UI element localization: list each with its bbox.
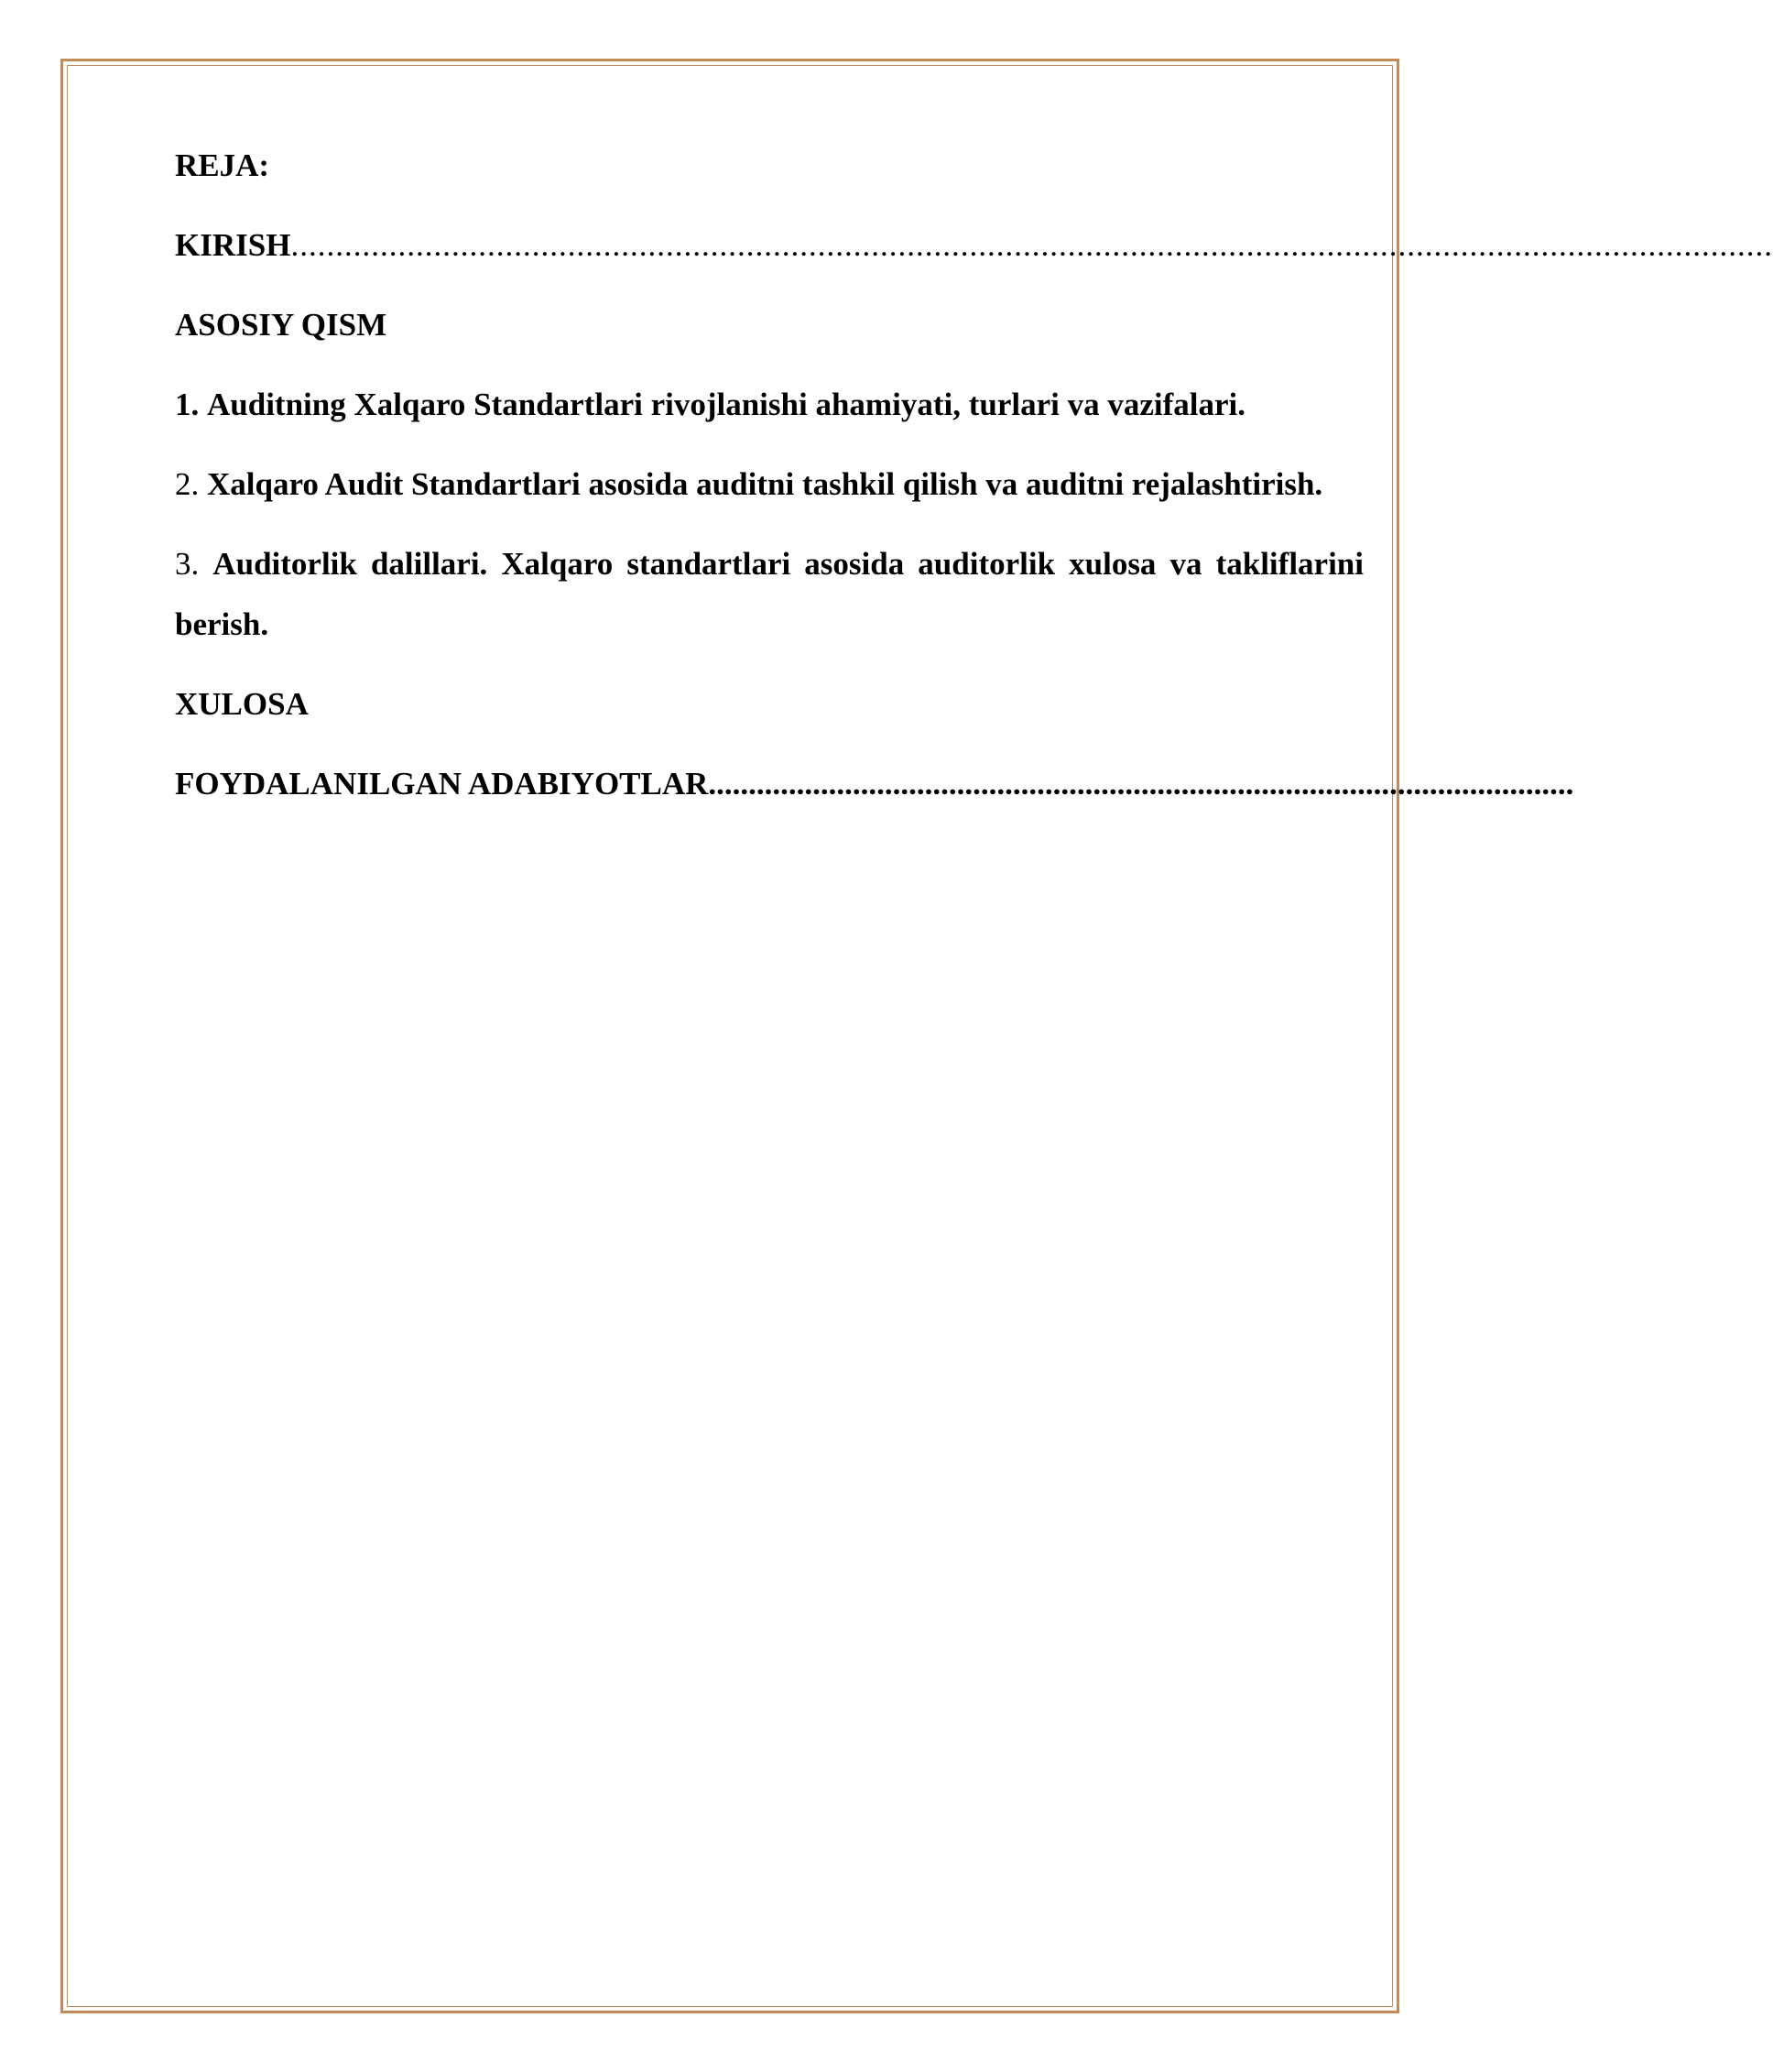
plan-item-1-text: Auditning Xalqaro Standartlari rivojlanishi ahamiyati, turlari va vazifalari. <box>207 387 1245 422</box>
intro-dot-leader: ...................................................................................................................................................................... <box>290 227 1773 263</box>
plan-item-3 <box>175 534 1364 655</box>
plan-title: REJA: <box>175 147 270 183</box>
plan-item-2-text: Xalqaro Audit Standartlari asosida auditni tashkil qilish va auditni rejalashtirish. <box>207 466 1323 502</box>
toc-entry-references <box>175 754 1574 814</box>
references-dot-leader: ............................................................................................................ <box>708 766 1574 802</box>
plan-item-2-number: 2. <box>175 466 200 502</box>
toc-entry-intro <box>175 215 1773 276</box>
plan-item-2 <box>175 454 1364 515</box>
plan-item-1-number: 1. <box>175 387 200 422</box>
plan-item-3-text: Auditorlik dalillari. Xalqaro standartlari asosida auditorlik xulosa va takliflarini berish. <box>175 546 1364 642</box>
plan-item-3-number: 3. <box>175 546 200 582</box>
intro-label: KIRISH <box>175 227 291 263</box>
main-part-heading: ASOSIY QISM <box>175 307 387 343</box>
document-content <box>175 136 1773 834</box>
plan-item-1 <box>175 375 1364 435</box>
conclusion-heading: XULOSA <box>175 686 309 722</box>
references-label: FOYDALANILGAN ADABIYOTLAR <box>175 766 709 802</box>
